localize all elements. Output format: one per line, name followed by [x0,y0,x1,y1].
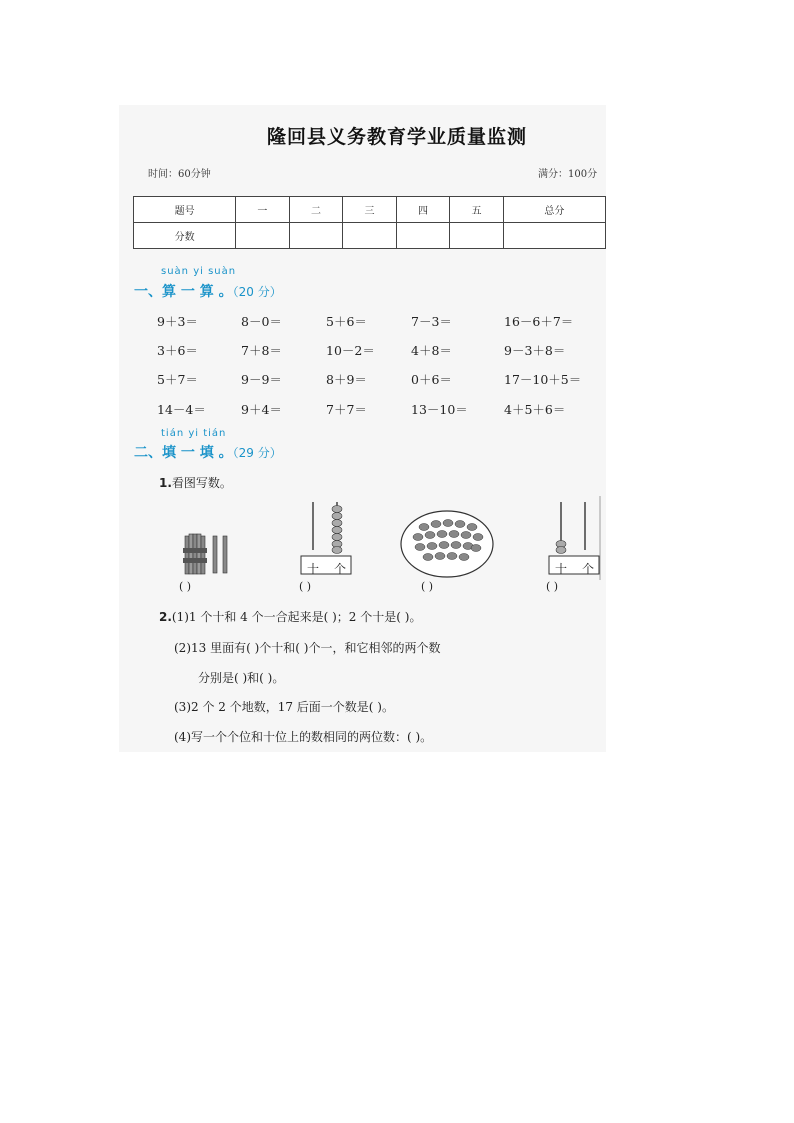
equation-item: 17－10＋5＝ [504,372,582,387]
score-input-cell[interactable] [343,223,397,249]
equation-item: 10－2＝ [326,343,375,358]
equation-item: 7＋7＝ [326,402,367,417]
score-input-cell[interactable] [236,223,290,249]
equation-item: 8－0＝ [241,314,282,329]
equation-item: 9＋4＝ [241,402,282,417]
equation-item: 4＋5＋6＝ [504,402,566,417]
question-2-part-2: (2)13 里面有( )个十和( )个一，和它相邻的两个数 [174,641,441,655]
page-title: 隆回县义务教育学业质量监测 [266,126,527,148]
table-row [134,197,606,223]
equation-item: 16－6＋7＝ [504,314,574,329]
question-text: (1)1 个十和 4 个一合起来是( )；2 个十是( )。 [171,610,422,624]
section1-heading [134,281,282,301]
equation-item: 13－10＝ [411,402,468,417]
equation-item: 9－9＝ [241,372,282,387]
table-cell: 总分 [503,197,605,223]
abacus-ones-label: 个 [582,562,595,576]
table-cell: 五 [450,197,504,223]
section2-heading [134,442,282,462]
equation-item: 5＋7＝ [157,372,198,387]
stick-bundle-icon [183,534,227,574]
question-2-part-3: (3)2 个 2 个地数，17 后面一个数是( )。 [174,700,394,714]
question-number: 2. [159,610,172,624]
time-limit: 时间：60分钟 [148,169,211,180]
equation-item: 14－4＝ [157,402,206,417]
equation-item: 9－3＋8＝ [504,343,566,358]
section-title: 二、填 一 填 。 [134,445,233,461]
equation-item: 7－3＝ [411,314,452,329]
equation-item: 8＋9＝ [326,372,367,387]
question-text: 看图写数。 [171,476,232,490]
section-points: （29 分） [232,446,282,460]
score-input-cell[interactable] [450,223,504,249]
section-points: （20 分） [232,285,282,299]
question-2-part-1 [159,608,421,625]
answer-blank[interactable]: ( ) [546,580,559,593]
abacus-ones-label: 个 [334,562,347,576]
question-2-part-4: (4)写一个个位和十位上的数相同的两位数：( )。 [174,730,433,744]
score-input-cell[interactable] [289,223,343,249]
table-cell: 二 [289,197,343,223]
score-input-cell[interactable] [396,223,450,249]
question-1 [159,474,232,491]
section1-pinyin: suàn yi suàn [161,266,237,277]
full-score: 满分：100分 [538,169,598,180]
abacus-tens-label: 十 [307,562,320,576]
answer-blank[interactable]: ( ) [421,580,434,593]
equation-item: 3＋6＝ [157,343,198,358]
abacus-tens-label: 十 [555,562,568,576]
table-cell: 分数 [134,223,236,249]
score-input-cell[interactable] [503,223,605,249]
table-row [134,223,606,249]
equation-item: 9＋3＝ [157,314,198,329]
counting-figures [170,496,610,580]
question-2-part-2-continued: 分别是( )和( )。 [198,671,285,685]
section2-pinyin: tián yi tián [161,428,227,439]
table-cell: 四 [396,197,450,223]
table-cell: 三 [343,197,397,223]
equation-item: 0＋6＝ [411,372,452,387]
answer-blank[interactable]: ( ) [299,580,312,593]
score-table [133,196,606,249]
equation-item: 4＋8＝ [411,343,452,358]
equation-item: 7＋8＝ [241,343,282,358]
table-cell: 一 [236,197,290,223]
table-cell: 题号 [134,197,236,223]
section-title: 一、算 一 算 。 [134,284,233,300]
question-number: 1. [159,476,172,490]
answer-blank[interactable]: ( ) [179,580,192,593]
plate-of-beans-icon [401,511,493,577]
equation-item: 5＋6＝ [326,314,367,329]
